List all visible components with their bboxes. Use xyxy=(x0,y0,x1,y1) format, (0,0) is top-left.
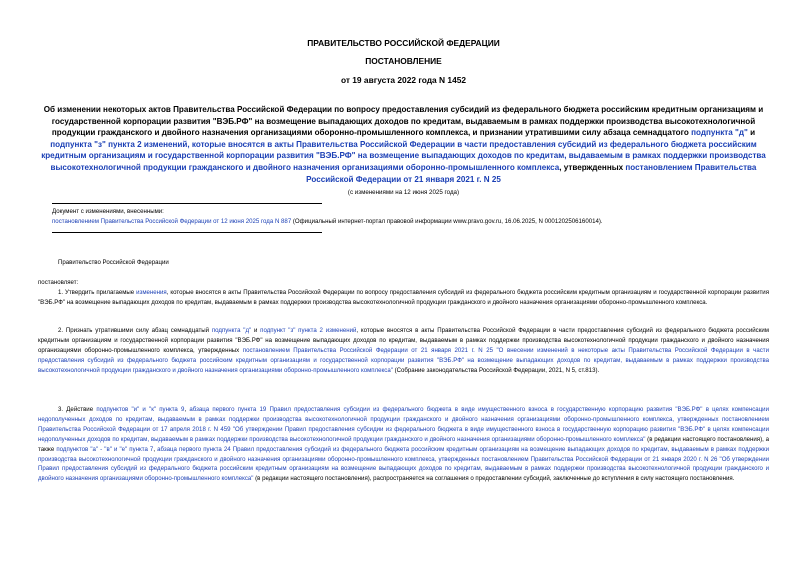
changes-note: (с изменениями на 12 июня 2025 года) xyxy=(347,189,460,196)
government-header: ПРАВИТЕЛЬСТВО РОССИЙСКОЙ ФЕДЕРАЦИИ xyxy=(307,38,500,48)
link-subpoints-a-v-e[interactable]: подпунктов "а" - "в" и "е" пункта 7 xyxy=(56,445,154,453)
title-text: , утвержденных xyxy=(559,162,626,172)
link-rules-459[interactable]: абзаца первого пункта 19 Правил предоставления субсидии из федерального бюджета в виде имущественного взноса в государственную корпорацию развития "ВЭБ.РФ" в целях компенсации недополученных доходов по кредитам, выдаваемым в рамках поддержки производства высокотехнологичной продукции гражданского и двойного назначения организациями оборонно-промышленного комплекса, утвержденных постановлением Правительства Российской Федерации от 17 апреля 2018 г. N 459 "Об утверждении Правил предоставления субсидии из федерального бюджета в виде имущественного взноса в государственную корпорацию развития "ВЭБ.РФ" в целях компенсации недополученных доходов по кредитам, выдаваемым в рамках поддержки производства высокотехнологичной продукции гражданского и двойного назначения организациями оборонно-промышленного комплекса" xyxy=(38,406,769,443)
paragraph-2 xyxy=(38,326,769,376)
title-link-subpoint-d[interactable]: подпункта "д" xyxy=(691,128,748,138)
paragraph-1 xyxy=(38,288,769,308)
paragraph-text: и xyxy=(251,327,261,334)
paragraph-text: , xyxy=(184,406,190,413)
amendments-line xyxy=(52,217,772,227)
paragraph-text: (в редакции настоящего постановления), а также xyxy=(38,435,769,453)
title-text: Об изменении некоторых актов Правительства Российской Федерации по вопросу предоставления субсидий из федерального бюджета российским кредитным организациям и государственной корпорации развития "ВЭБ.РФ" на возмещение выпадающих доходов по кредитам, выдаваемым в рамках поддержки производства высокотехнологичной продукции гражданского и двойного назначения организациями оборонно-промышленного комплекса, и признании утратившими силу абзаца семнадцатого xyxy=(43,105,764,138)
link-subpoint-z[interactable]: подпункт "з" пункта 2 изменений xyxy=(260,327,357,334)
link-subpoint-d[interactable]: подпункта "д" xyxy=(211,327,252,334)
document-type: ПОСТАНОВЛЕНИЕ xyxy=(365,56,442,66)
divider xyxy=(52,232,322,233)
link-amendments[interactable]: изменения xyxy=(136,289,167,296)
title-text: и xyxy=(747,128,756,138)
date-number: от 19 августа 2022 года N 1452 xyxy=(340,75,467,85)
title-link-resolution-25[interactable]: постановлением Правительства Российской Федерации от 21 января 2021 г. N 25 xyxy=(306,162,757,184)
link-subpoints-i-k[interactable]: подпунктов "и" и "к" пункта 9 xyxy=(96,406,185,413)
divider xyxy=(52,203,322,204)
document-title xyxy=(30,104,777,185)
title-link-subpoint-z[interactable]: подпункта "з" пункта 2 изменений, которые вносятся в акты Правительства Российской Федерации в части предоставления субсидий из федерального бюджета российским кредитным организациям и государственной корпорации развития "ВЭБ.РФ" на возмещение выпадающих доходов по кредитам, выдаваемым в рамках поддержки производства высокотехнологичной продукции гражданского и двойного назначения организациями оборонно-промышленного комплекса xyxy=(41,139,766,172)
paragraph-text: , которые вносятся в акты Правительства Российской Федерации по вопросу предоставления субсидий из федерального бюджета российским кредитным организациям и государственной корпорации развития "ВЭБ.РФ" на возмещение выпадающих доходов по кредитам, выдаваемым в рамках поддержки производства высокотехнологичной продукции гражданского и двойного назначения организациями оборонно-промышленного комплекса. xyxy=(38,289,769,306)
paragraph-text: 1. Утвердить прилагаемые xyxy=(58,289,137,296)
issuer: Правительство Российской Федерации xyxy=(58,259,169,266)
amendments-label: Документ с изменениями, внесенными: xyxy=(52,208,164,215)
amendment-source: (Официальный интернет-портал правовой информации www.pravo.gov.ru, 16.06.2025, N 0001202506160014). xyxy=(291,218,603,225)
paragraph-3 xyxy=(38,405,769,484)
decree-word: постановляет: xyxy=(38,279,79,286)
paragraph-text: , которые вносятся в акты Правительства Российской Федерации в части предоставления субсидий из федерального бюджета российским кредитным организациям и государственной корпорации развития "ВЭБ.РФ" на возмещение выпадающих доходов по кредитам, выдаваемым в рамках поддержки производства высокотехнологичной продукции гражданского и двойного назначения организациями оборонно-промышленного комплекса, утвержденных xyxy=(38,327,769,354)
amendment-link-887[interactable]: постановлением Правительства Российской Федерации от 12 июня 2025 года N 887 xyxy=(52,218,292,225)
link-resolution-25[interactable]: постановлением Правительства Российской Федерации от 21 января 2021 г. N 25 "О внесении изменений в некоторые акты Правительства Российской Федерации в части предоставления субсидий из федерального бюджета российским кредитным организациям и государственной корпорации развития "ВЭБ.РФ" на возмещение выпадающих доходов по кредитам, выдаваемым в рамках поддержки производства высокотехнологичной продукции гражданского и двойного назначения организациями оборонно-промышленного комплекса" xyxy=(38,346,769,374)
link-rules-26[interactable]: абзаца первого пункта 24 Правил предоставления субсидий из федерального бюджета российским кредитным организациям на возмещение выпадающих доходов по кредитам, выдаваемым в рамках поддержки производства высокотехнологичной продукции гражданского и двойного назначения организациями оборонно-промышленного комплекса, утвержденных постановлением Правительства Российской Федерации от 21 января 2020 г. N 26 "Об утверждении Правил предоставления субсидий из федерального бюджета российским кредитным организациям на возмещение выпадающих доходов по кредитам, выдаваемым в рамках поддержки производства высокотехнологичной продукции гражданского и двойного назначения организациями оборонно-промышленного комплекса" xyxy=(38,445,769,483)
paragraph-text: 2. Признать утратившими силу абзац семнадцатый xyxy=(58,327,212,334)
paragraph-text: 3. Действие xyxy=(58,406,97,413)
paragraph-text: , xyxy=(153,445,158,453)
paragraph-text: (в редакции настоящего постановления), распространяется на соглашения о предоставлении субсидий, заключенные до вступления в силу настоящего постановления. xyxy=(253,475,735,483)
paragraph-text: (Собрание законодательства Российской Федерации, 2021, N 5, ст.813). xyxy=(392,366,600,374)
